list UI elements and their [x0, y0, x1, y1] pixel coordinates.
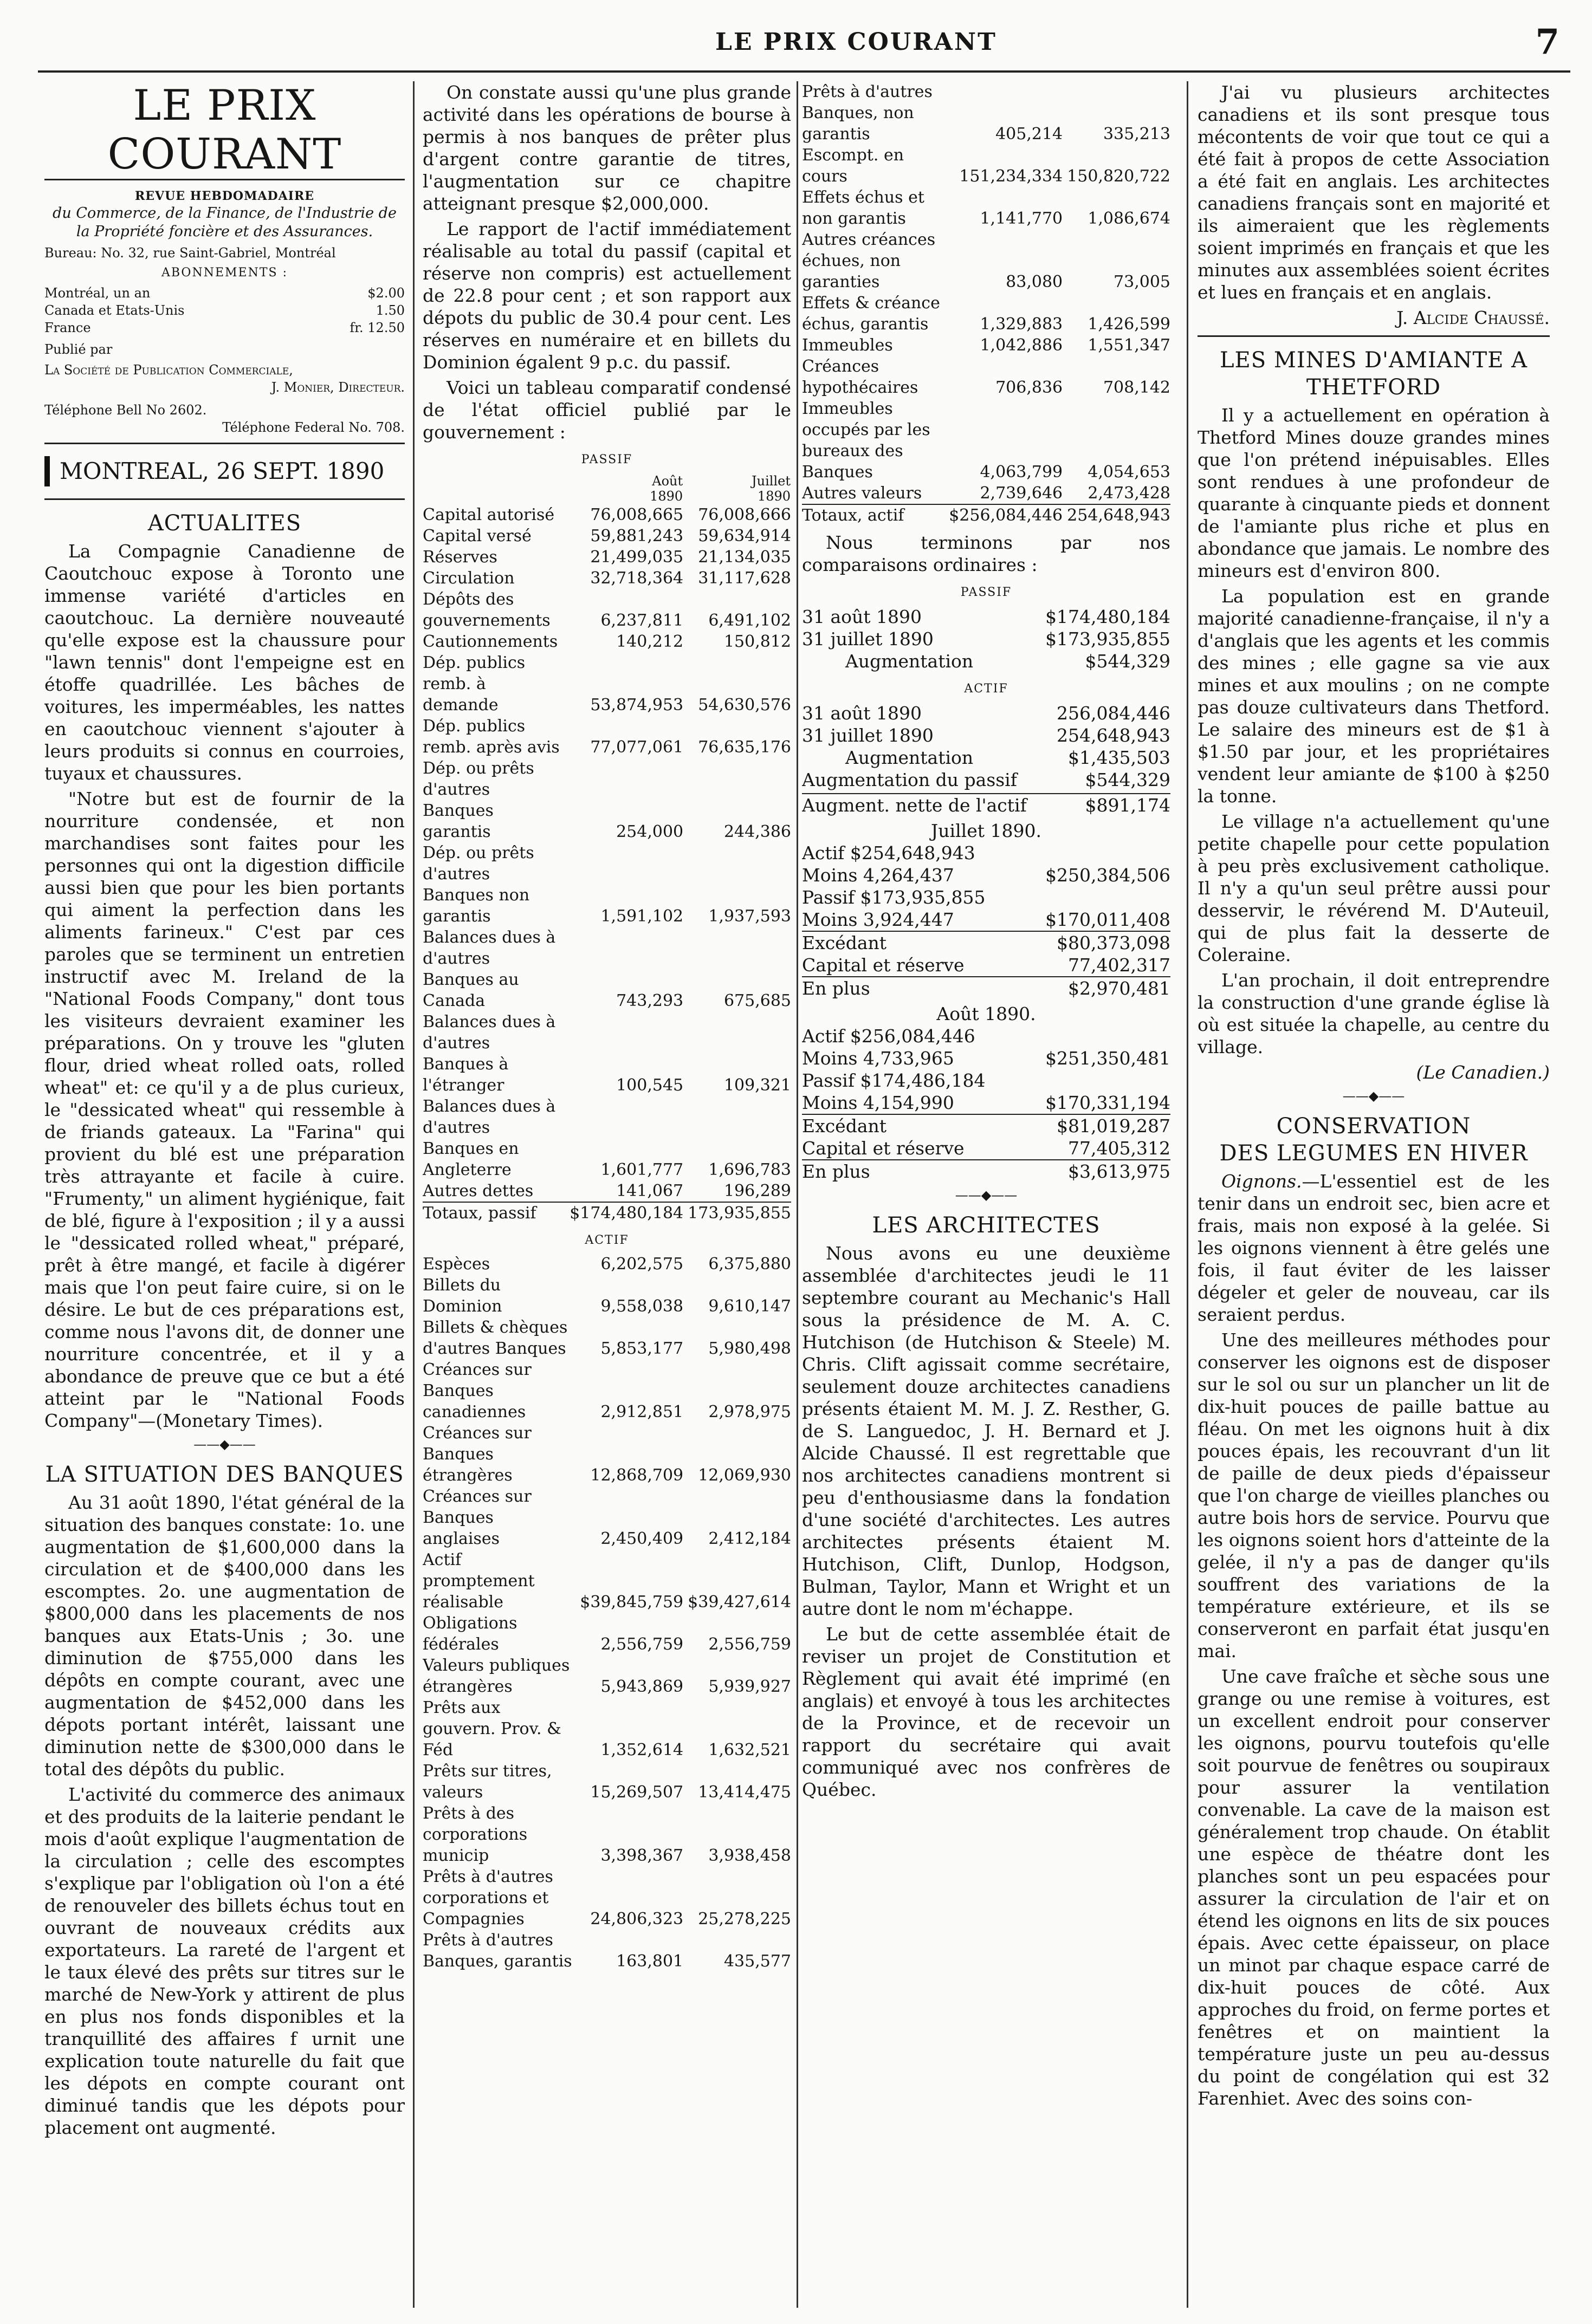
row-value-aout: 6,202,575 — [600, 1255, 684, 1274]
publisher-society: La Société de Publication Commerciale, — [44, 362, 293, 378]
row-label: Valeurs publiques étrangères — [423, 1656, 570, 1696]
table-row — [423, 927, 791, 1011]
table-row — [423, 758, 791, 842]
divider-rule — [44, 443, 405, 444]
passif-total-row: Totaux, passif $174,480,184 173,935,855 — [423, 1202, 791, 1224]
row-label: Escompt. en cours — [802, 146, 904, 186]
row-value-aout: 83,080 — [1006, 272, 1063, 291]
situation-paragraph: Voici un tableau comparatif condensé de l'état officiel publié par le gouvernement : — [423, 377, 791, 443]
comparison-row: 31 juillet 1890 254,648,943 — [802, 725, 1170, 746]
row-value-juillet: 76,635,176 — [698, 738, 791, 757]
row-label: Prêts à des corporations municip — [423, 1804, 528, 1865]
table-row — [423, 716, 791, 758]
published-by: Publié par — [44, 342, 113, 357]
comparison-row: Capital et réserve 77,405,312 — [802, 1138, 1170, 1159]
table-row — [423, 1803, 791, 1866]
row-value-juillet: 2,556,759 — [708, 1635, 791, 1654]
row-value-juillet: 73,005 — [1114, 272, 1170, 291]
table-row — [423, 1655, 791, 1697]
table-row — [802, 483, 1170, 504]
column-header-aout: Août 1890 — [650, 473, 683, 504]
mines-heading: LES MINES D'AMIANTE A THETFORD — [1219, 348, 1528, 400]
row-label: Balances dues à d'autres Banques à l'étranger — [423, 1012, 556, 1095]
row-value-aout: 100,545 — [616, 1076, 684, 1095]
table-row — [802, 335, 1170, 356]
row-value-juillet: $39,427,614 — [688, 1593, 791, 1612]
row-value-aout: 59,881,243 — [590, 527, 684, 546]
row-value-juillet: 59,634,914 — [698, 527, 791, 546]
divider-rule — [44, 498, 405, 500]
column-header-juillet: Juillet 1890 — [752, 473, 791, 504]
row-value-juillet: 1,937,593 — [708, 907, 791, 926]
column-divider — [413, 81, 415, 2308]
page-number: 7 — [1535, 22, 1559, 62]
row-value-aout: 53,874,953 — [590, 696, 684, 715]
row-value-juillet: 1,551,347 — [1088, 336, 1170, 355]
comparison-row: Moins 4,733,965 $251,350,481 — [802, 1048, 1170, 1069]
row-label: Dép. publics remb. après avis — [423, 717, 560, 757]
row-label: Créances sur Banques étrangères — [423, 1424, 532, 1485]
bank-statement-table — [423, 473, 791, 1224]
row-label: Autres dettes — [423, 1182, 534, 1200]
row-value-aout: 77,077,061 — [590, 738, 684, 757]
legumes-paragraph: Une cave fraîche et sèche sous une grange ou une remise à voitures, est un excellent endroit pour conserver les oignons, pourvu toutefois qu'elle soit pourvue de fenêtres ou soupiraux pour assurer la ventilation convenable. La cave de la maison est généralement trop chaude. On établit une espèce de théatre dont les planches sont un peu espacées pour assurer la circulation de l'air et on étend les oignons en lits de six pouces épais. Avec cette épaisseur, on place un minot par chaque espace carré de dix-huit pouces de côté. Aux approches du froid, on ferme portes et fenêtres et on maintient la température juste un peu au-dessus du point de congélation qui est 32 Farenhiet. Avec des soins con- — [1198, 1666, 1550, 2109]
row-value-juillet: 12,069,930 — [698, 1466, 791, 1485]
table-row — [423, 1359, 791, 1423]
actif-rows — [423, 1254, 791, 1972]
table-row — [423, 1486, 791, 1549]
row-value-juillet: 6,491,102 — [708, 611, 791, 630]
row-value-aout: 743,293 — [616, 991, 684, 1010]
table-row — [802, 229, 1170, 293]
row-value-aout: 1,591,102 — [600, 907, 684, 926]
table-row — [423, 1011, 791, 1096]
row-value-aout: 12,868,709 — [590, 1466, 684, 1485]
ornament-divider: ——◆—— — [955, 1187, 1018, 1203]
table-row — [423, 1930, 791, 1972]
row-label: Billets du Dominion — [423, 1276, 502, 1316]
row-label: Prêts à d'autres Banques, non garantis — [802, 82, 933, 144]
column-divider — [797, 81, 798, 2308]
comparison-row: Excédant $81,019,287 — [802, 1114, 1170, 1137]
row-value-aout: $39,845,759 — [580, 1593, 684, 1612]
table-row — [423, 547, 791, 568]
table-row — [802, 187, 1170, 229]
row-label: Capital versé — [423, 527, 532, 546]
row-label: Créances hypothécaires — [802, 357, 918, 397]
table-row — [802, 398, 1170, 483]
row-value-aout: 1,329,883 — [980, 315, 1063, 334]
row-value-juillet: 435,577 — [723, 1952, 791, 1971]
row-value-juillet: 54,630,576 — [698, 696, 791, 715]
comparison-row: Augment. nette de l'actif $891,174 — [802, 793, 1170, 816]
row-value-juillet: 6,375,880 — [708, 1255, 791, 1274]
comparison-row: En plus $3,613,975 — [802, 1159, 1170, 1183]
row-value-juillet: 2,978,975 — [708, 1403, 791, 1421]
row-value-juillet: 5,980,498 — [708, 1339, 791, 1358]
publisher-director: J. Monier, Directeur. — [271, 380, 405, 395]
masthead-bureau: Bureau: No. 32, rue Saint-Gabriel, Montréal — [44, 245, 336, 261]
row-label: Effets échus et non garantis — [802, 188, 924, 228]
passif-rows — [423, 504, 791, 1202]
row-value-aout: 2,912,851 — [600, 1403, 684, 1421]
row-value-aout: 5,853,177 — [600, 1339, 684, 1358]
row-label: Immeubles occupés par les bureaux des Banques — [802, 399, 930, 482]
row-value-juillet: 21,134,035 — [698, 548, 791, 567]
comparison-passif-label: PASSIF — [960, 586, 1012, 599]
masthead-subtitle: REVUE HEBDOMADAIRE — [134, 189, 315, 203]
mines-paragraph: La population est en grande majorité canadienne-française, il n'y a d'anglais que les agents et les commis des mines ; elle gagne sa vie aux mines et aux moulins ; on ne compte pas douze cultivateurs dans Thetford. Le salaire des mineurs est de $1 à $1.50 par jour, et les propriétaires vendent leur amiante de $100 à $250 la tonne. — [1198, 586, 1550, 807]
table-row — [423, 1866, 791, 1930]
subscriptions-title: ABONNEMENTS : — [161, 266, 288, 280]
comparison-row: 31 août 1890 $174,480,184 — [802, 606, 1170, 627]
mines-paragraph: Il y a actuellement en opération à Thetford Mines douze grandes mines que l'on prétend inépuisables. Elles sont rendues à une profondeur de quarante à cinquante pieds et donnent de l'amiante plus riche et plus en abondance que jamais. Le nombre des mineurs est d'environ 800. — [1198, 405, 1550, 581]
row-value-juillet: 1,696,783 — [708, 1160, 791, 1179]
ornament-divider: ——◆—— — [193, 1437, 256, 1452]
row-value-juillet: 76,008,666 — [698, 505, 791, 524]
comparison-row: Augmentation du passif $544,329 — [802, 769, 1170, 790]
row-label: Balances dues à d'autres Banques en Angleterre — [423, 1097, 556, 1179]
comparison-row: Capital et réserve 77,402,317 — [802, 955, 1170, 976]
table-row — [423, 568, 791, 589]
legumes-heading: CONSERVATION — [1276, 1114, 1471, 1139]
actif-label: ACTIF — [585, 1234, 629, 1247]
row-value-juillet: 335,213 — [1103, 125, 1170, 144]
row-value-aout: 163,801 — [616, 1952, 684, 1971]
row-value-aout: 4,063,799 — [980, 463, 1063, 482]
row-value-juillet: 4,054,653 — [1088, 463, 1170, 482]
row-label: Créances sur Banques canadiennes — [423, 1360, 532, 1421]
row-value-aout: 1,601,777 — [600, 1160, 684, 1179]
header-rule — [38, 70, 1570, 73]
table-row — [423, 631, 791, 652]
row-value-aout: 3,398,367 — [600, 1846, 684, 1865]
masthead-tagline: du Commerce, de la Finance, de l'Industrie de la Propriété foncière et des Assurances. — [53, 205, 397, 240]
row-value-juillet: 2,412,184 — [708, 1529, 791, 1548]
row-value-juillet: 244,386 — [723, 822, 791, 841]
comparison-row: 31 juillet 1890 $173,935,855 — [802, 628, 1170, 650]
table-row — [423, 842, 791, 927]
legumes-paragraph: Oignons.—L'essentiel est de les tenir dans un endroit sec, bien acre et frais, mais non exposé à la gelée. Si les oignons viennent à être gelés une fois, il faut éviter de les laisser dégeler et geler de nouveau, car ils seraient perdus. — [1198, 1171, 1550, 1325]
row-value-juillet: 31,117,628 — [698, 569, 791, 588]
table-row — [802, 356, 1170, 398]
row-label: Autres créances échues, non garanties — [802, 230, 936, 291]
legumes-subheading: DES LEGUMES EN HIVER — [1219, 1141, 1528, 1166]
comparison-row: Augmentation $544,329 — [845, 651, 1170, 672]
row-value-juillet: 13,414,475 — [698, 1783, 791, 1802]
row-value-aout: 1,141,770 — [980, 209, 1063, 228]
comparison-row: Moins 4,154,990 $170,331,194 — [802, 1092, 1170, 1113]
table-row — [423, 1317, 791, 1359]
column-3 — [802, 81, 1170, 2308]
table-row — [802, 81, 1170, 145]
situation-paragraph: Au 31 août 1890, l'état général de la situation des banques constate: 1o. une augmentation de $1,600,000 dans la circulation et de $400,000 dans les escomptes. 2o. une augmentation de $800,000 dans les placements de nos banques aux Etats-Unis ; 3o. une diminution de $755,000 dans les dépôts en compte courant, avec une augmentation de $452,000 dans les dépots portant intérêt, laissant une diminution nette de $300,000 dans le total des dépôts du public. — [44, 1492, 405, 1780]
table-row — [423, 589, 791, 631]
table-row — [423, 652, 791, 716]
row-value-juillet: 196,289 — [723, 1182, 791, 1200]
row-label: Prêts sur titres, valeurs — [423, 1762, 552, 1802]
actif-table — [423, 1254, 791, 1972]
table-row — [423, 1613, 791, 1655]
table-row — [423, 1180, 791, 1202]
table-row — [802, 293, 1170, 335]
row-value-aout: 706,836 — [995, 378, 1063, 397]
architectes-paragraph: Le but de cette assemblée était de reviser un projet de Constitution et Règlement qui avait été imprimé (en anglais) et envoyé à tous les architectes de la Province, et de recevoir un rapport du secrétaire qui avait communiqué avec nos confrères de Québec. — [802, 1624, 1170, 1800]
actualites-heading: ACTUALITES — [147, 511, 302, 536]
row-value-juillet: 109,321 — [723, 1076, 791, 1095]
row-label: Dép. ou prêts d'autres Banques non garantis — [423, 843, 534, 926]
mines-source: (Le Canadien.) — [1416, 1062, 1550, 1083]
row-value-aout: 6,237,811 — [600, 611, 684, 630]
legumes-paragraph: Une des meilleures méthodes pour conserver les oignons est de disposer sur le sol ou sur un plancher un lit de dix-huit pouces de paille battue au fléau. On met les oignons huit à dix pouces épais, les recouvrant d'un lit de paille de deux pieds d'épaisseur que l'on charge de vieilles planches ou autre bois hors de service. Pourvu que les oignons soient hors d'atteinte de la gelée, il n'y a pas de danger qu'ils souffrent des variations de la température extérieure, et ils se conserveront en parfait état jusqu'en mai. — [1198, 1329, 1550, 1661]
legumes-lead: Oignons. — [1221, 1171, 1302, 1192]
comparison-actif-label: ACTIF — [964, 682, 1008, 696]
row-value-aout: 21,499,035 — [590, 548, 684, 567]
architectes-paragraph: J'ai vu plusieurs architectes canadiens et ils sont presque tous mécontents de voir que tout ce qui a été fait à propos de cette Association a été fait en anglais. Les architectes canadiens français sont en majorité et ils aimeraient que les règlements soient imprimés en français et que les minutes aux assemblées soient écrites et lues en français et en anglais. — [1198, 82, 1550, 303]
row-label: Créances sur Banques anglaises — [423, 1487, 532, 1548]
row-label: Dépôts des gouvernements — [423, 590, 551, 630]
mines-paragraph: L'an prochain, il doit entreprendre la construction d'une grande église là où est située la chapelle, au centre du village. — [1198, 970, 1550, 1057]
comparison-row: Passif $173,935,855 — [802, 887, 986, 908]
aout-heading: Août 1890. — [936, 1003, 1036, 1024]
row-value-juillet: 1,632,521 — [708, 1741, 791, 1760]
row-value-juillet: 675,685 — [723, 991, 791, 1010]
row-value-juillet: 25,278,225 — [698, 1910, 791, 1929]
actif-total-row: Totaux, actif $256,084,446 254,648,943 — [802, 504, 1170, 526]
row-label: Capital autorisé — [423, 505, 555, 524]
table-row — [802, 145, 1170, 187]
row-label: Réserves — [423, 548, 497, 567]
table-row — [423, 1423, 791, 1486]
table-row — [423, 1761, 791, 1803]
row-value-aout: 141,067 — [616, 1182, 684, 1200]
column-1 — [44, 81, 405, 2308]
row-label: Cautionnements — [423, 632, 558, 651]
actif-table-continued — [802, 81, 1170, 526]
row-value-aout: 15,269,507 — [590, 1783, 684, 1802]
row-label: Immeubles — [802, 336, 893, 355]
row-label: Obligations fédérales — [423, 1614, 517, 1654]
divider-rule — [1198, 335, 1550, 337]
row-value-aout: 254,000 — [616, 822, 684, 841]
column-divider — [1187, 81, 1188, 2308]
row-value-aout: 32,718,364 — [590, 569, 684, 588]
row-value-juillet: 1,086,674 — [1088, 209, 1170, 228]
row-value-aout: 24,806,323 — [590, 1910, 684, 1929]
phone-bell: Téléphone Bell No 2602. — [44, 403, 207, 418]
masthead-title: LE PRIX COURANT — [44, 81, 405, 180]
comparison-row: En plus $2,970,481 — [802, 976, 1170, 999]
architectes-heading: LES ARCHITECTES — [872, 1213, 1101, 1238]
row-value-juillet: 150,812 — [723, 632, 791, 651]
row-value-aout: 5,943,869 — [600, 1677, 684, 1696]
row-label: Actif promptement réalisable — [423, 1550, 535, 1612]
subscription-row: Canada et Etats-Unis 1.50 — [44, 303, 405, 318]
passif-label: PASSIF — [581, 453, 633, 466]
row-value-juillet: 1,426,599 — [1088, 315, 1170, 334]
row-value-aout: 1,352,614 — [600, 1741, 684, 1760]
row-value-aout: 151,234,334 — [959, 167, 1063, 186]
comparison-row: Augmentation $1,435,503 — [845, 747, 1170, 768]
table-row — [423, 1254, 791, 1275]
row-label: Prêts à d'autres Banques, garantis — [423, 1931, 572, 1971]
row-label: Balances dues à d'autres Banques au Canada — [423, 928, 556, 1010]
row-value-juillet: 3,938,458 — [708, 1846, 791, 1865]
row-value-aout: 2,556,759 — [600, 1635, 684, 1654]
comparison-row: Actif $256,084,446 — [802, 1025, 975, 1047]
row-label: Dép. ou prêts d'autres Banques garantis — [423, 759, 534, 841]
actualites-paragraph: "Notre but est de fournir de la nourriture condensée, et non marchandises sont faites pour les personnes qui ont la digestion difficile aussi bien que pour les bien portants qui aiment la perfection dans les aliments farineux." C'est par ces paroles que se terminent un entretien instructif avec M. Ireland de la "National Foods Company," dont tous les visiteurs devraient examiner les préparations. On y trouve les "gluten flour, dried wheat rolled oats, rolled wheat" et: ce qu'il y a de plus curieux, le "dessicated wheat" qui ressemble à de friands gateaux. La "Farina" qui provient du blé est une préparation très attrayante et facile à cuire. "Frumenty," un aliment hygiénique, fait de blé, figure à l'exposition ; il y a aussi le "dessicated rolled wheat," préparé, prêt à être mangé, et facile à digérer mais que l'on peut faire cuire, si on le désire. Le but de ces préparations est, comme nous l'avons dit, de donner une nourriture concentrée, et il y a abondance de preuve que ce but a été atteint par le "National Foods Company"—(Monetary Times). — [44, 788, 405, 1431]
running-head: LE PRIX COURANT — [715, 28, 997, 56]
situation-paragraph: On constate aussi qu'une plus grande activité dans les opérations de bourse à permis à nos banques de prêter plus d'argent contre garantie de titres, l'augmentation sur ce chapitre atteignant presque $2,000,000. — [423, 82, 791, 214]
situation-paragraph: Le rapport de l'actif immédiatement réalisable au total du passif (capital et réserve non compris) est actuellement de 22.8 pour cent ; et son rapport aux dépots du public de 30.4 pour cent. Les réserves en numéraire et en billets du Dominion égalent 9 p.c. du passif. — [423, 218, 791, 373]
dateline: MONTREAL, 26 SEPT. 1890 — [44, 456, 405, 486]
ornament-divider: ——◆—— — [1342, 1088, 1405, 1103]
row-value-juillet: 150,820,722 — [1067, 167, 1170, 186]
situation-paragraph: L'activité du commerce des animaux et des produits de la laiterie pendant le mois d'août explique l'augmentation de la circulation ; celle des escomptes s'explique par l'obligation où l'on a été de renouveler des billets échus tout en ouvrant de nouveaux crédits aux exportateurs. La rareté de l'argent et le taux élevé des prêts sur titres sur le marché de New-York y attirent de plus en plus nos fonds disponibles et la tranquillité des affaires f urnit une explication toute naturelle du fait que les dépots en compte courant ont diminué tandis que les dépots pour placement ont augmenté. — [44, 1784, 405, 2138]
table-row — [423, 1697, 791, 1761]
mines-paragraph: Le village n'a actuellement qu'une petite chapelle pour cette population à peu près exclusivement catholique. Il n'y a qu'un seul prêtre aussi pour desservir, le révérend M. D'Auteuil, qui de plus fait la desserte de Coleraine. — [1198, 811, 1550, 965]
table-row — [423, 525, 791, 547]
table-row — [423, 504, 791, 525]
row-value-aout: 9,558,038 — [600, 1297, 684, 1316]
comparisons-intro: Nous terminons par nos comparaisons ordinaires : — [802, 532, 1170, 575]
row-label: Dép. publics remb. à demande — [423, 653, 526, 715]
table-row — [423, 1549, 791, 1613]
row-value-aout: 1,042,886 — [980, 336, 1063, 355]
phone-federal: Téléphone Federal No. 708. — [222, 420, 405, 435]
row-value-juillet: 5,939,927 — [708, 1677, 791, 1696]
row-value-aout: 405,214 — [995, 125, 1063, 144]
row-value-aout: 140,212 — [616, 632, 684, 651]
subscription-row: France fr. 12.50 — [44, 320, 405, 335]
row-value-juillet: 708,142 — [1103, 378, 1170, 397]
row-value-juillet: 9,610,147 — [708, 1297, 791, 1316]
architectes-paragraph: Nous avons eu une deuxième assemblée d'architectes jeudi le 11 septembre courant au Mechanic's Hall sous la présidence de M. A. C. Hutchison (de Hutchison & Steele) M. Chris. Clift agissait comme secrétaire, seulement douze architectes canadiens présents étaient M. M. J. Z. Resther, G. de S. Languedoc, J. H. Bernard et J. Alcide Chaussé. Il est regrettable que nos architectes canadiens montrent si peu d'enthousiasme dans la fondation d'une société d'architectes. Les autres architectes présents étaient M. Hutchison, Clift, Dunlop, Hodgson, Bulman, Taylor, Mann et Wright et un autre dont le nom m'échappe. — [802, 1243, 1170, 1619]
row-label: Circulation — [423, 569, 515, 588]
comparison-row: Passif $174,486,184 — [802, 1070, 986, 1091]
comparison-row: 31 août 1890 256,084,446 — [802, 703, 1170, 724]
row-value-juillet: 2,473,428 — [1088, 484, 1170, 503]
table-row — [423, 1096, 791, 1180]
comparison-row: Moins 4,264,437 $250,384,506 — [802, 865, 1170, 886]
column-2 — [423, 81, 791, 2308]
juillet-heading: Juillet 1890. — [931, 820, 1041, 841]
situation-heading: LA SITUATION DES BANQUES — [45, 1462, 404, 1487]
actif-rows — [802, 81, 1170, 504]
comparison-row: Excédant $80,373,098 — [802, 931, 1170, 954]
row-label: Prêts à d'autres corporations et Compagnies — [423, 1867, 553, 1929]
comparison-row: Moins 3,924,447 $170,011,408 — [802, 909, 1170, 930]
row-label: Prêts aux gouvern. Prov. & Féd — [423, 1698, 561, 1760]
table-row — [423, 1275, 791, 1317]
architectes-signature: J. Alcide Chaussé. — [1396, 307, 1550, 328]
row-value-aout: 76,008,665 — [590, 505, 684, 524]
row-label: Espèces — [423, 1255, 490, 1274]
column-4 — [1198, 81, 1550, 2308]
row-label: Effets & créance échus, garantis — [802, 294, 940, 334]
row-value-aout: 2,739,646 — [980, 484, 1063, 503]
actualites-paragraph: La Compagnie Canadienne de Caoutchouc expose à Toronto une immense variété d'articles en caoutchouc. La dernière nouveauté qu'elle expose est la chaussure pour "lawn tennis" dont l'empeigne est en étoffe quadrillée. Les bâches de voitures, les imperméables, les nattes en caoutchouc viennent s'ajouter à leurs produits si connus en courroies, tuyaux et chaussures. — [44, 541, 405, 784]
subscription-row: Montréal, un an $2.00 — [44, 285, 405, 301]
row-label: Billets & chèques d'autres Banques — [423, 1318, 568, 1358]
comparison-row: Actif $254,648,943 — [802, 842, 975, 864]
row-value-aout: 2,450,409 — [600, 1529, 684, 1548]
row-label: Autres valeurs — [802, 484, 922, 503]
